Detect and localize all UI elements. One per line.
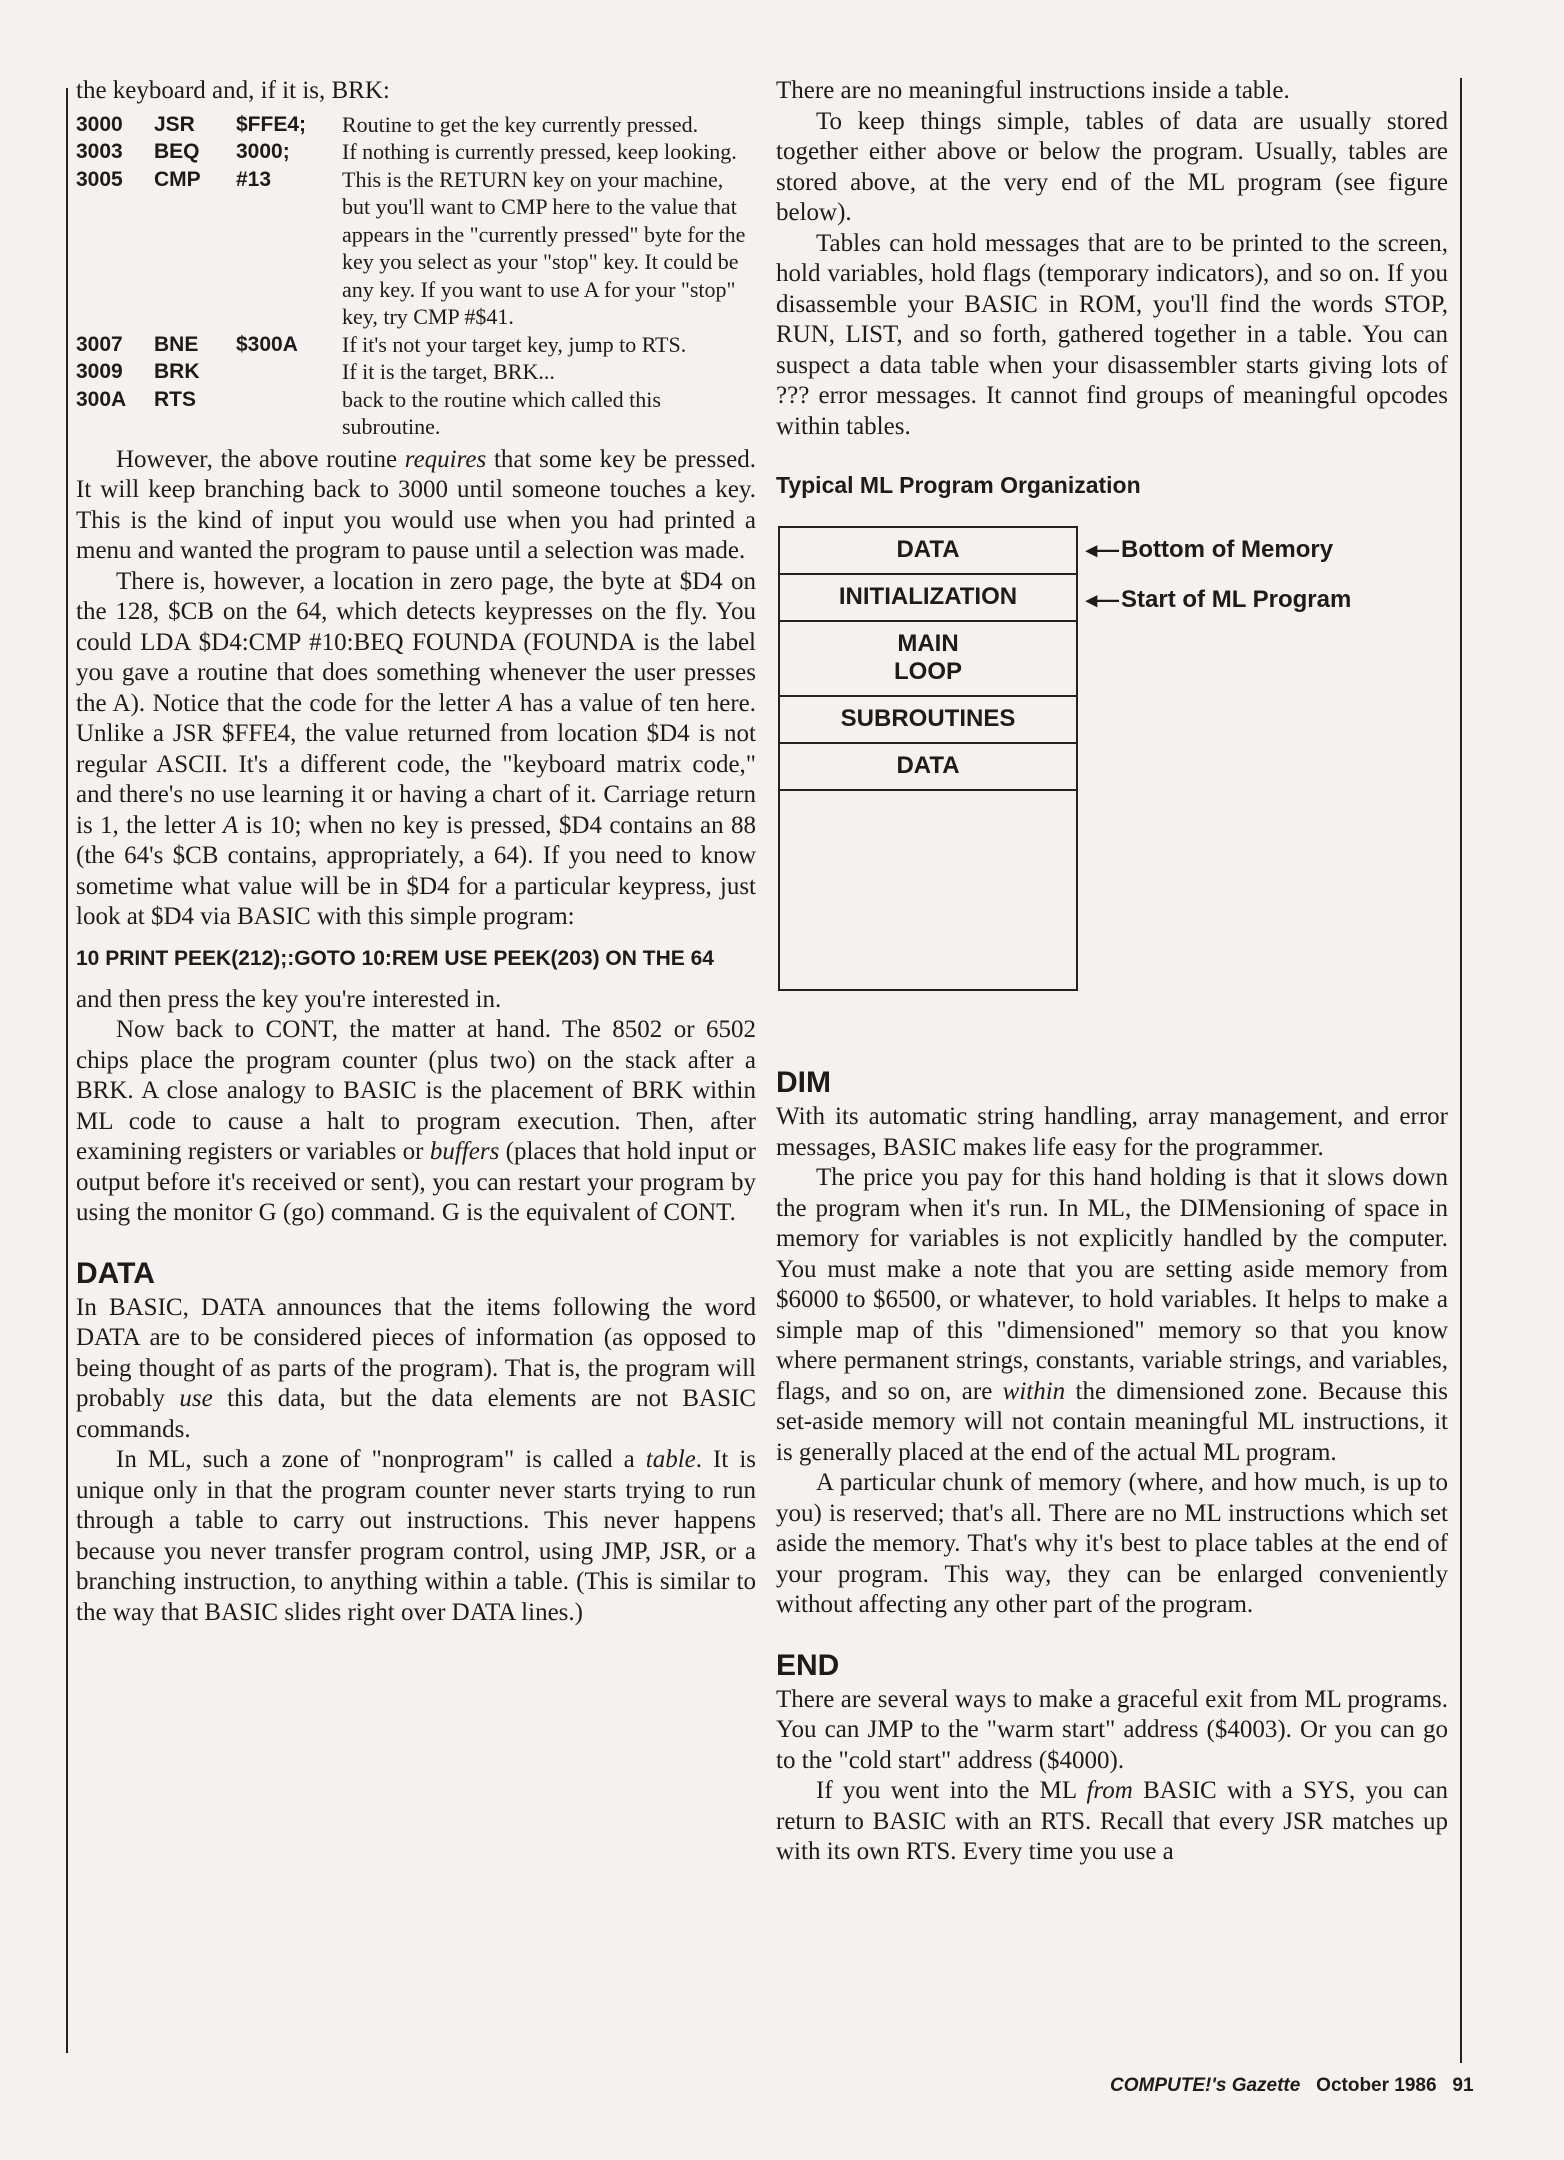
code-comment: Routine to get the key currently pressed. (342, 111, 699, 137)
code-comment: If nothing is currently pressed, keep looking. (342, 139, 737, 164)
paragraph: If you went into the ML from BASIC with a SYS, you can return to BASIC with an RTS. Recall that every JSR matches up with its own RTS. Every time you use a (776, 1777, 1448, 1865)
code-operand: 3000; (236, 140, 290, 163)
assembly-listing (76, 111, 756, 441)
code-row (76, 331, 756, 359)
right-margin-rule (1460, 78, 1462, 2063)
left-margin-rule (66, 88, 68, 2053)
start-of-program-label: ◂—Start of ML Program (1086, 586, 1352, 613)
memory-blocks (778, 526, 1078, 991)
figure-title: Typical ML Program Organization (776, 472, 1141, 498)
code-comment: If it's not your target key, jump to RTS. (342, 331, 687, 357)
code-address: 3003 (76, 140, 123, 163)
page-number: 91 (1452, 2075, 1474, 2096)
code-row (76, 386, 756, 441)
code-operand (236, 358, 338, 386)
memory-block-data-bottom: DATA (780, 744, 1076, 791)
code-operand (236, 386, 338, 441)
page-footer (1110, 2075, 1474, 2097)
paragraph: However, the above routine requires that some key be pressed. It will keep branching back to 3000 until someone touches a key. This is the kind of input you would use when you had printed a menu and wanted the program to pause until a selection was made. (76, 445, 756, 564)
memory-block-main-loop: MAIN LOOP (780, 622, 1076, 697)
memory-block-initialization: INITIALIZATION (780, 575, 1076, 622)
memory-block-data-top: DATA (780, 528, 1076, 575)
paragraph: Now back to CONT, the matter at hand. The 8502 or 6502 chips place the program counter (plus two) on the stack after a BRK. A close analogy to BASIC is the placement of BRK within ML code to cause a halt to program execution. Then, after examining registers or variables or buffers (places that hold input or output before it's received or sent), you can restart your program by using the monitor G (go) command. G is the equivalent of CONT. (76, 1016, 756, 1226)
code-opcode: JSR (154, 112, 195, 136)
paragraph: There are several ways to make a graceful exit from ML programs. You can JMP to the "warm start" address ($4003). Or you can go to the "cold start" address ($4000). (776, 1685, 1448, 1774)
bottom-of-memory-label: ◂—Bottom of Memory (1086, 536, 1334, 563)
left-column (76, 76, 756, 1628)
paragraph: In BASIC, DATA announces that the items following the word DATA are to be considered pieces of information (as opposed to being thought of as parts of the program). That is, the program will probably use this data, but the data elements are not BASIC commands. (76, 1293, 756, 1443)
code-opcode: BEQ (154, 140, 200, 163)
memory-block-empty (780, 791, 1076, 989)
left-arrow-icon: ◂— (1086, 587, 1120, 612)
code-address: 3009 (76, 360, 123, 383)
left-arrow-icon: ◂— (1086, 537, 1120, 562)
code-row (76, 166, 756, 331)
code-operand: #13 (236, 167, 272, 191)
code-opcode: BNE (154, 332, 199, 356)
code-row (76, 138, 756, 166)
code-comment: This is the RETURN key on your machine, but you'll want to CMP here to the value that appears in the "currently pressed" byte for the key you select as your "stop" key. It could be any key. If you want to use A for your "stop" key, try CMP #$41. (342, 166, 746, 329)
issue-date: October 1986 (1316, 2075, 1437, 2096)
right-column (776, 76, 1448, 1868)
intro-text: the keyboard and, if it is, BRK: (76, 77, 390, 104)
code-operand: $300A (236, 332, 298, 356)
paragraph: Tables can hold messages that are to be printed to the screen, hold variables, hold flags (temporary indicators), and so on. If you disassemble your BASIC in ROM, you'll find the words STOP, RUN, LIST, and so forth, gathered together in a table. You can suspect a data table when your disassembler starts giving lots of ??? error messages. It cannot find groups of meaningful opcodes within tables. (776, 229, 1448, 440)
paragraph: There is, however, a location in zero page, the byte at $D4 on the 128, $CB on the 64, which detects keypresses on the fly. You could LDA $D4:CMP #10:BEQ FOUNDA (FOUNDA is the label you gave a routine that does something whenever the user presses the A). Notice that the code for the letter A has a value of ten here. Unlike a JSR $FFE4, the value returned from location $D4 is not regular ASCII. It's a different code, the "keyboard matrix code," and there's no use learning it or having a chart of it. Carriage return is 1, the letter A is 10; when no key is pressed, $D4 contains an 88 (the 64's $CB contains, appropriately, a 64). If you need to know sometime what value will be in $D4 for a particular keypress, just look at $D4 via BASIC with this simple program: (76, 567, 757, 930)
code-address: 3005 (76, 167, 123, 191)
code-comment: If it is the target, BRK... (342, 359, 555, 384)
code-address: 3000 (76, 112, 123, 136)
paragraph: A particular chunk of memory (where, and how much, is up to you) is reserved; that's all. There are no ML instructions which set aside the memory. That's why it's best to place tables at the end of your program. This way, they can be enlarged conveniently without affecting any other part of the program. (776, 1469, 1448, 1618)
basic-program-line: 10 PRINT PEEK(212);:GOTO 10:REM USE PEEK(203) ON THE 64 (76, 946, 714, 970)
memory-block-subroutines: SUBROUTINES (780, 697, 1076, 744)
code-opcode: CMP (154, 167, 201, 191)
memory-organization-diagram (776, 526, 1448, 1066)
section-heading-data: DATA (76, 1256, 155, 1290)
paragraph: The price you pay for this hand holding is that it slows down the program when it's run. In ML, the DIMensioning of space in memory for variables is not explicitly handled by the computer. You must make a note that you are setting aside memory from $6000 to $6500, or whatever, to hold variables. It helps to make a simple map of this "dimensioned" memory so that you know where permanent strings, constants, variable strings, and variables, flags, and so on, are within the dimensioned zone. Because this set-aside memory will not contain meaningful ML instructions, it is generally placed at the end of the actual ML program. (776, 1164, 1448, 1466)
paragraph: In ML, such a zone of "nonprogram" is called a table. It is unique only in that the program counter never starts trying to run through a table to carry out instructions. This never happens because you never transfer program control, using JMP, JSR, or a branching instruction, to anything within a table. (This is similar to the way that BASIC slides right over DATA lines.) (76, 1446, 756, 1626)
code-comment: back to the routine which called this subroutine. (342, 386, 661, 439)
paragraph: With its automatic string handling, array management, and error messages, BASIC makes life easy for the programmer. (776, 1103, 1448, 1161)
code-opcode: RTS (154, 387, 196, 411)
section-heading-dim: DIM (776, 1066, 831, 1099)
code-address: 3007 (76, 332, 123, 356)
code-operand: $FFE4; (236, 112, 307, 136)
paragraph: There are no meaningful instructions inside a table. (776, 77, 1290, 104)
magazine-name: COMPUTE!'s Gazette (1110, 2075, 1301, 2096)
code-row (76, 111, 756, 139)
paragraph: To keep things simple, tables of data are usually stored together either above or below the program. Usually, tables are stored above, at the very end of the ML program (see figure below). (776, 107, 1448, 226)
code-row (76, 358, 756, 386)
code-address: 300A (76, 387, 127, 411)
code-opcode: BRK (154, 360, 200, 383)
paragraph: and then press the key you're interested in. (76, 985, 502, 1013)
section-heading-end: END (776, 1648, 840, 1682)
